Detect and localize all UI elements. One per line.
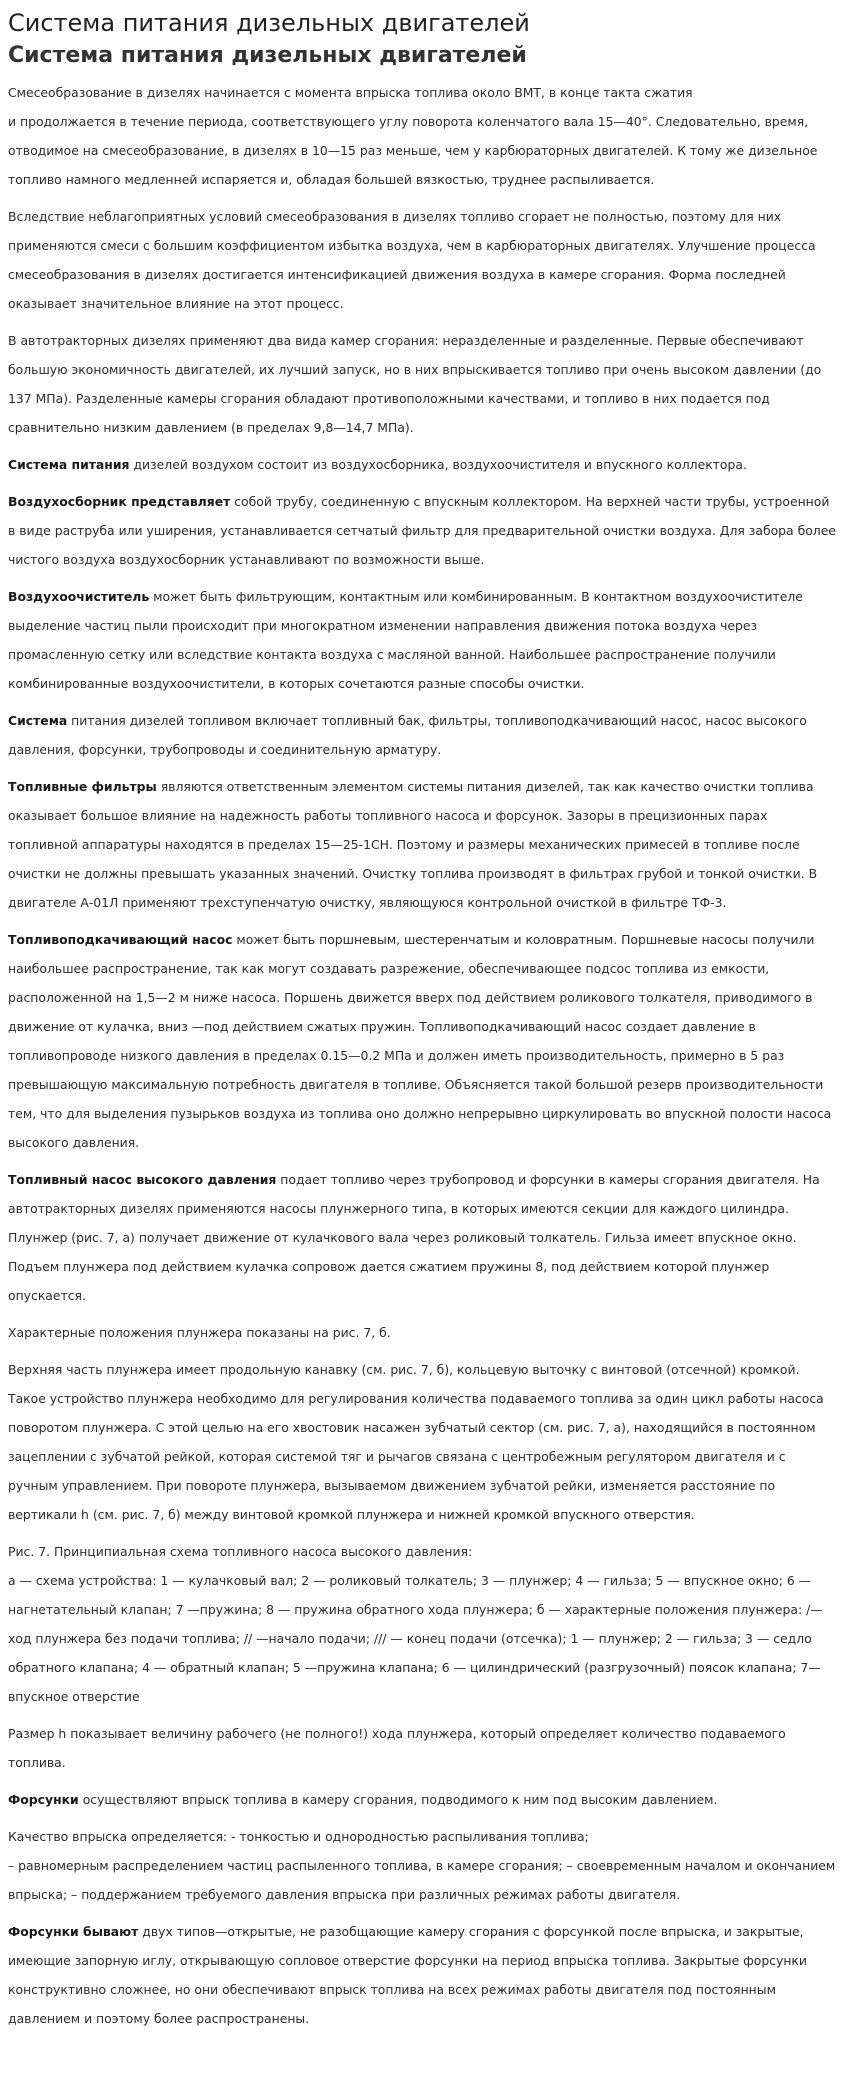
bold-term: Воздухосборник представляет bbox=[8, 494, 231, 509]
paragraph-injector-types bbox=[8, 1917, 839, 2033]
figure-caption bbox=[8, 1537, 839, 1711]
paragraph-injection-quality bbox=[8, 1822, 839, 1909]
paragraph-text: двух типов—открытые, не разобщающие камеру сгорания с форсункой после впрыска, и закрытые, имеющие запорную иглу, открывающую сопловое отверстие форсунки на период впрыска топлива. Закрытые форсунки конструктивно сложнее, но они обеспечивают впрыск топлива на всех режимах работы двигателя под постоянным давлением и поэтому более распространены. bbox=[8, 1924, 807, 2026]
bold-term: Форсунки bbox=[8, 1792, 79, 1807]
paragraph-plunger-design: Верхняя часть плунжера имеет продольную канавку (см. рис. 7, б), кольцевую выточку с винтовой (отсечной) кромкой. Такое устройство плунжера необходимо для регулирования количества подаваемого топлива за один цикл работы насоса поворотом плунжера. С этой целью на его хвостовик насажен зубчатый сектор (см. рис. 7, а), находящийся в постоянном зацеплении с зубчатой рейкой, которая системой тяг и рычагов связана с центробежным регулятором двигателя и с ручным управлением. При повороте плунжера, вызываемом движением зубчатой рейки, изменяется расстояние по вертикали h (см. рис. 7, б) между винтовой кромкой плунжера и нижней кромкой впускного отверстия. bbox=[8, 1362, 824, 1522]
paragraph-text: Смесеобразование в дизелях начинается с момента впрыска топлива около ВМТ, в конце такта сжатия bbox=[8, 85, 693, 100]
bold-term: Топливоподкачивающий насос bbox=[8, 932, 233, 947]
paragraph-injectors bbox=[8, 1785, 839, 1814]
paragraph-air-intake bbox=[8, 487, 839, 574]
caption-legend: а — схема устройства: 1 — кулачковый вал; 2 — роликовый толкатель; 3 — плунжер; 4 — гильза; 5 — впускное окно; 6 — нагнетательный клапан; 7 —пружина; 8 — пружина обратного хода плунжера; б — характерные положения плунжера: /— ход плунжера без подачи топлива; // —начало подачи; /// — конец подачи (отсечка); 1 — плунжер; 2 — гильза; 3 — седло обратного клапана; 4 — обратный клапан; 5 —пружина клапана; 6 — цилиндрический (разгрузочный) поясок клапана; 7— впускное отверстие bbox=[8, 1573, 823, 1704]
paragraph-combustion-chambers: В автотракторных дизелях применяют два вида камер сгорания: неразделенные и разделенные. Первые обеспечивают большую экономичность двигателей, их лучший запуск, но в них впрыскивается топливо при очень высоком давлении (до 137 МПа). Разделенные камеры сгорания обладают противоположными качествами, и топливо в них подается под сравнительно низким давлением (в пределах 9,8—14,7 МПа). bbox=[8, 333, 822, 435]
article-title: Система питания дизельных двигателей bbox=[8, 43, 527, 68]
paragraph-plunger-positions: Характерные положения плунжера показаны на рис. 7, б. bbox=[8, 1325, 391, 1340]
bold-term: Система питания bbox=[8, 457, 130, 472]
paragraph-high-pressure-pump bbox=[8, 1165, 839, 1310]
paragraph-combustion: Вследствие неблагоприятных условий смесеобразования в дизелях топливо сгорает не полностью, поэтому для них применяются смеси с большим коэффициентом избытка воздуха, чем в карбюраторных двигателях. Улучшение процесса смесеобразования в дизелях достигается интенсификацией движения воздуха в камере сгорания. Форма последней оказывает значительное влияние на этот процесс. bbox=[8, 209, 816, 311]
paragraph-text: – равномерным распределением частиц распыленного топлива, в камере сгорания; – своевременным началом и окончанием впрыска; – поддержанием требуемого давления впрыска при различных режимах работы двигателя. bbox=[8, 1858, 836, 1902]
paragraph-text: питания дизелей топливом включает топливный бак, фильтры, топливоподкачивающий насос, насос высокого давления, форсунки, трубопроводы и соединительную арматуру. bbox=[8, 713, 807, 757]
bold-term: Топливный насос высокого давления bbox=[8, 1172, 277, 1187]
bold-term: Форсунки бывают bbox=[8, 1924, 139, 1939]
caption-title: Рис. 7. Принципиальная схема топливного насоса высокого давления: bbox=[8, 1544, 473, 1559]
paragraph-stroke-size: Размер h показывает величину рабочего (не полного!) хода плунжера, который определяет количество подаваемого топлива. bbox=[8, 1726, 786, 1770]
paragraph-mixture-formation bbox=[8, 78, 839, 194]
bold-term: Воздухоочиститель bbox=[8, 589, 150, 604]
paragraph-text: дизелей воздухом состоит из воздухосборника, воздухоочистителя и впускного коллектора. bbox=[129, 457, 747, 472]
bold-term: Система bbox=[8, 713, 68, 728]
paragraph-fuel-system bbox=[8, 706, 839, 764]
paragraph-text: собой трубу, соединенную с впускным коллектором. На верхней части трубы, устроенной в виде раструба или уширения, устанавливается сетчатый фильтр для предварительной очистки воздуха. Для забора более чистого воздуха воздухосборник устанавливают по возможности выше. bbox=[8, 494, 836, 567]
paragraph-text: может быть фильтрующим, контактным или комбинированным. В контактном воздухоочистителе выделение частиц пыли происходит при многократном изменении направления движения потока воздуха через промасленную сетку или вследствие контакта воздуха с масляной ванной. Наибольшее распространение получили комбинированные воздухоочистители, в которых сочетаются разные способы очистки. bbox=[8, 589, 803, 691]
paragraph-text: осуществляют впрыск топлива в камеру сгорания, подводимого к ним под высоким давлением. bbox=[78, 1792, 718, 1807]
paragraph-text: подает топливо через трубопровод и форсунки в камеры сгорания двигателя. На автотракторных дизелях применяются насосы плунжерного типа, в которых имеются секции для каждого цилиндра. Плунжер (рис. 7, а) получает движение от кулачкового вала через роликовый толкатель. Гильза имеет впускное окно. Подъем плунжера под действием кулачка сопровож дается сжатием пружины 8, под действием которой плунжер опускается. bbox=[8, 1172, 820, 1303]
paragraph-air-supply-system bbox=[8, 450, 839, 479]
paragraph-text: Качество впрыска определяется: - тонкостью и однородностью распыливания топлива; bbox=[8, 1829, 589, 1844]
bold-term: Топливные фильтры bbox=[8, 779, 157, 794]
paragraph-fuel-filters bbox=[8, 772, 839, 917]
page-title: Система питания дизельных двигателей bbox=[8, 9, 530, 37]
paragraph-text: являются ответственным элементом системы питания дизелей, так как качество очистки топлива оказывает большое влияние на надежность работы топливного насоса и форсунок. Зазоры в прецизионных парах топливной аппаратуры находятся в пределах 15—25-1СН. Поэтому и размеры механических примесей в топливе после очистки не должны превышать указанных значений. Очистку топлива производят в фильтрах грубой и тонкой очистки. В двигателе А-01Л применяют трехступенчатую очистку, являющуюся контрольной очисткой в фильтре ТФ-3. bbox=[8, 779, 818, 910]
paragraph-text: и продолжается в течение периода, соответствующего углу поворота коленчатого вала 15—40°. Следовательно, время, отводимое на смесеобразование, в дизелях в 10—15 раз меньше, чем у карбюраторных двигателей. К тому же дизельное топливо намного медленней испаряется и, обладая большей вязкостью, труднее распыливается. bbox=[8, 114, 818, 187]
paragraph-air-cleaner bbox=[8, 582, 839, 698]
paragraph-transfer-pump bbox=[8, 925, 839, 1157]
paragraph-text: может быть поршневым, шестеренчатым и коловратным. Поршневые насосы получили наибольшее распространение, так как могут создавать разрежение, обеспечивающее подсос топлива из емкости, расположенной на 1,5—2 м ниже насоса. Поршень движется вверх под действием роликового толкателя, приводимого в движение от кулачка, вниз —под действием сжатых пружин. Топливоподкачивающий насос создает давление в топливопроводе низкого давления в пределах 0.15—0.2 МПа и должен иметь производительность, примерно в 5 раз превышающую максимальную потребность двигателя в топливе. Объясняется такой большой резерв производительности тем, что для выделения пузырьков воздуха из топлива оно должно непрерывно циркулировать во впускной полости насоса высокого давления. bbox=[8, 932, 832, 1150]
